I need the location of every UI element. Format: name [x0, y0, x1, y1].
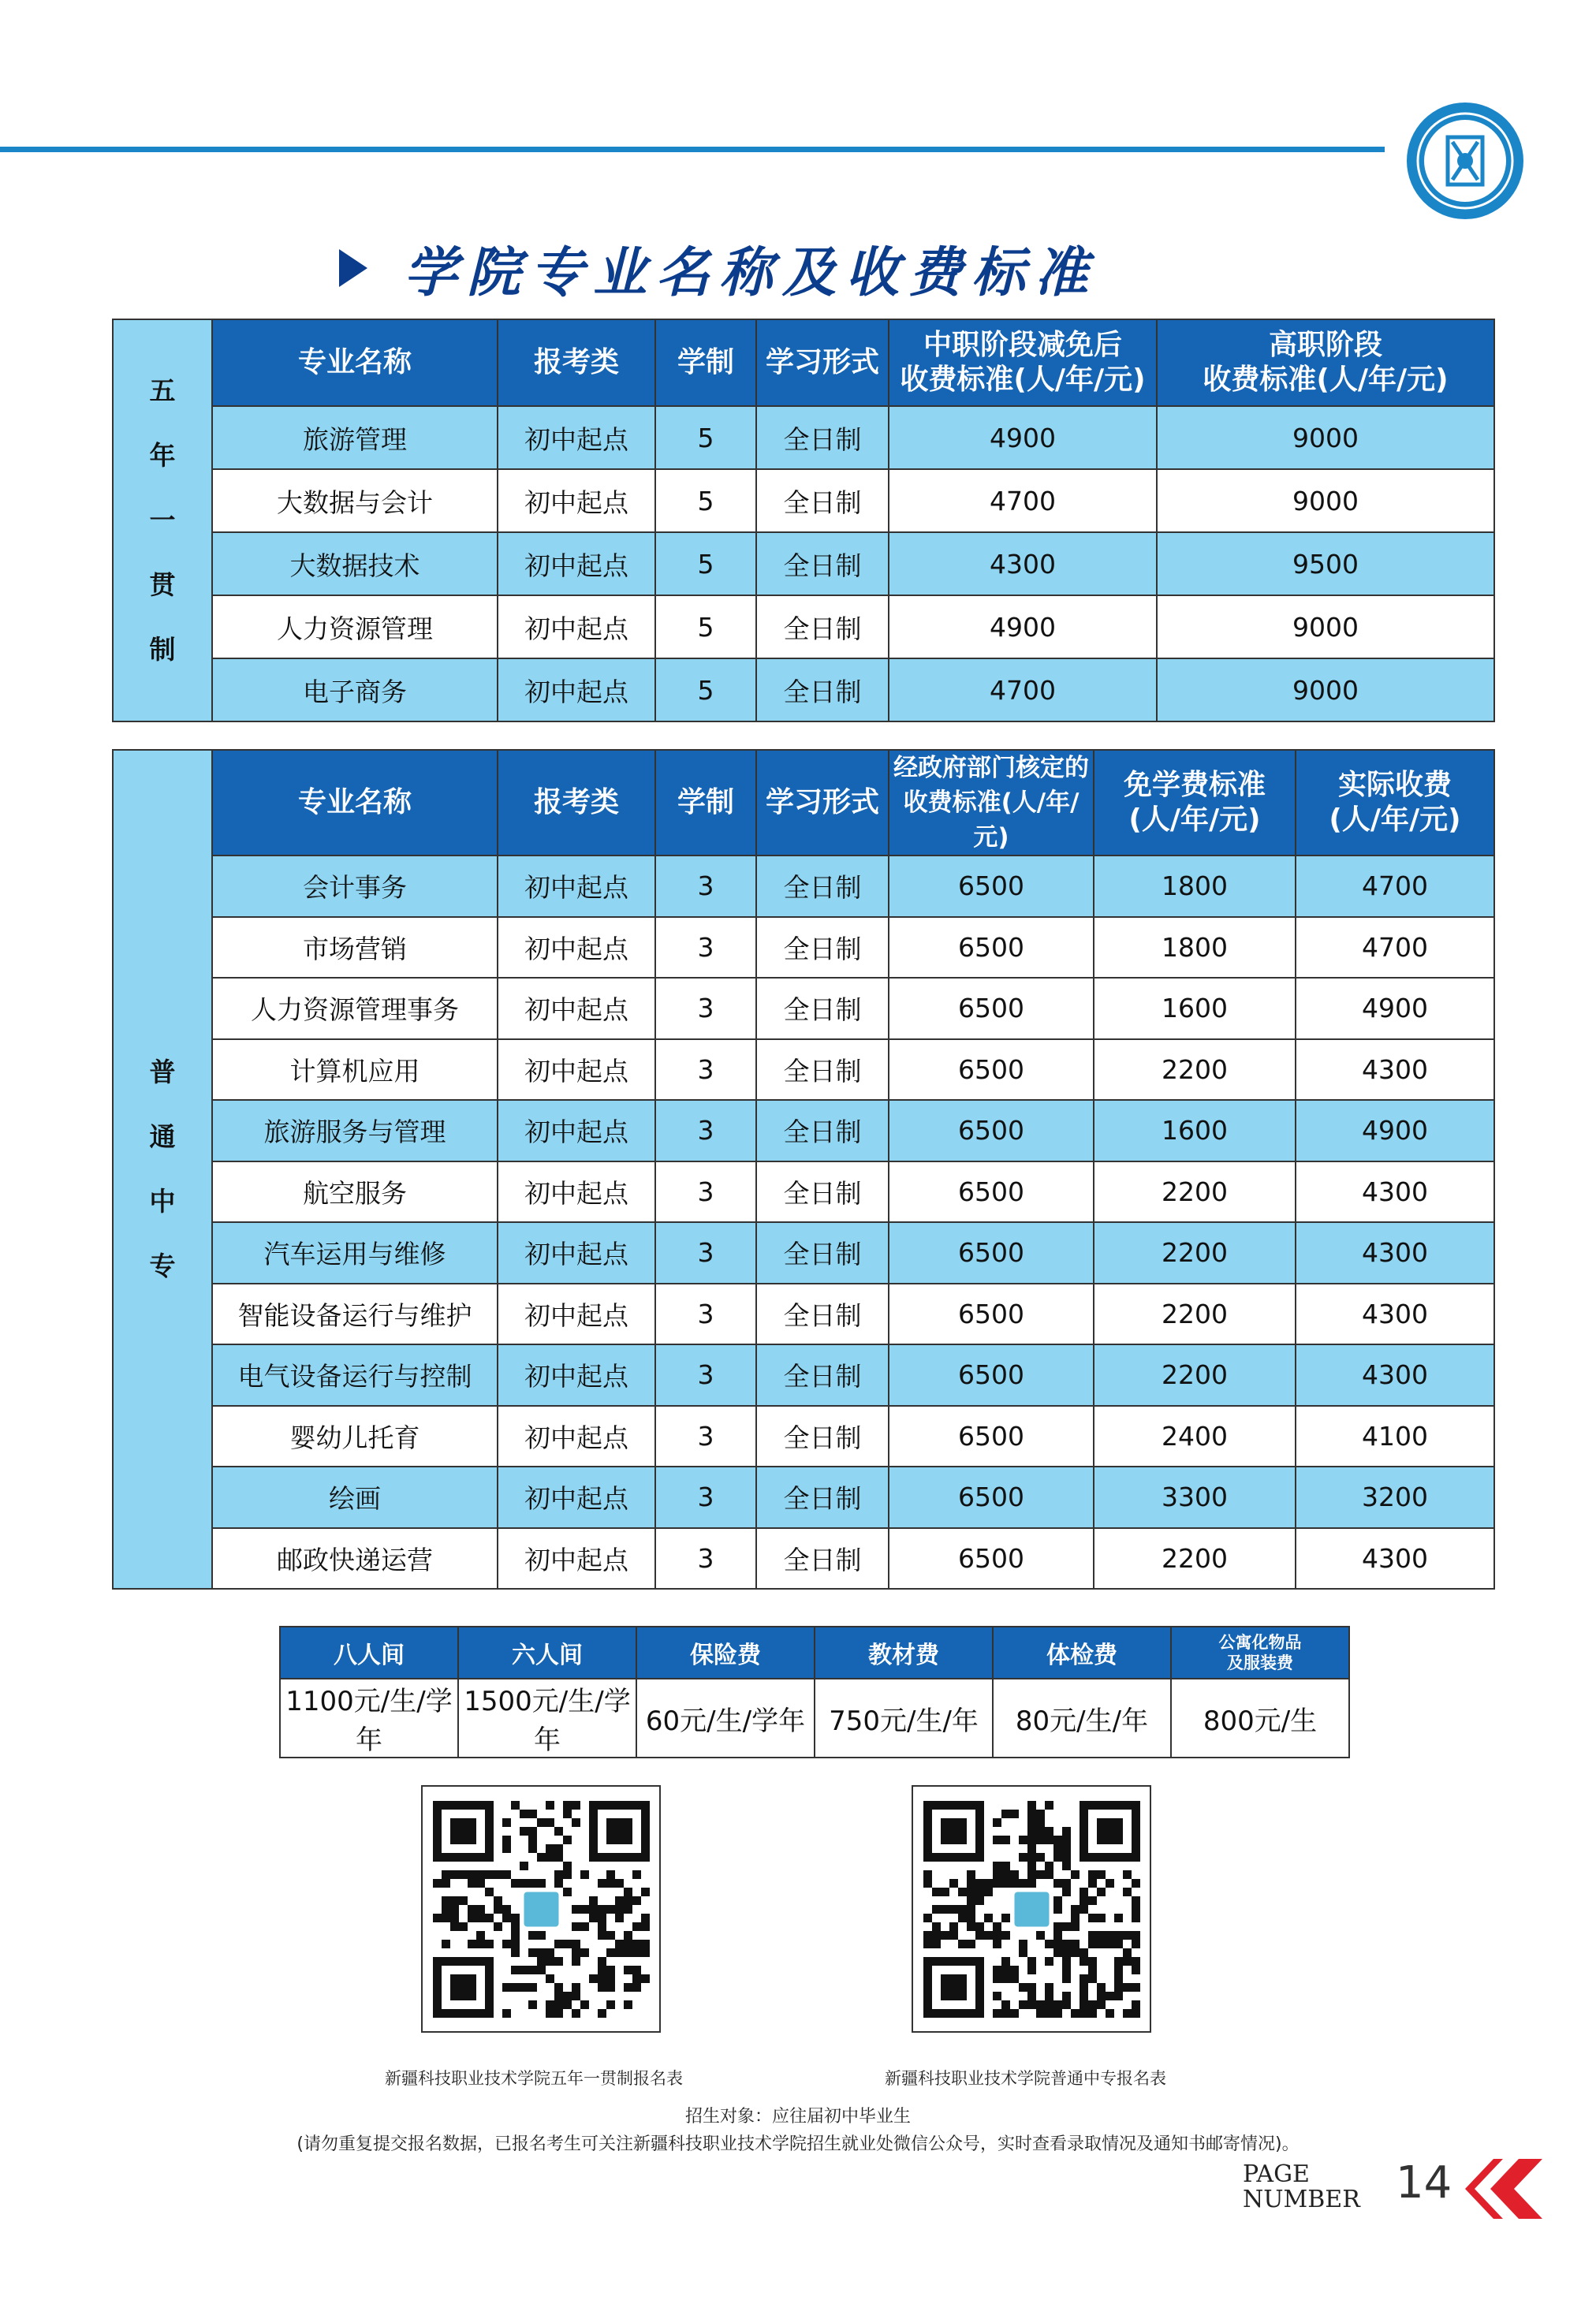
- vocational-side-label: 普 通 中 专: [113, 750, 212, 1589]
- cell-mode: 全日制: [756, 1406, 889, 1467]
- cell-major: 旅游服务与管理: [212, 1100, 498, 1161]
- five-year-fee-table: [112, 319, 1495, 722]
- table-row: [113, 1344, 1494, 1406]
- cell-fee: 4100: [1296, 1406, 1494, 1467]
- cell-fee: 9000: [1157, 406, 1494, 469]
- cell-mode: 全日制: [756, 1467, 889, 1528]
- cell-years: 3: [655, 917, 756, 979]
- cell-years: 3: [655, 978, 756, 1039]
- cell-years: 3: [655, 856, 756, 917]
- fee-header-eight-room: 八人间: [280, 1627, 458, 1679]
- col-header-years: 学制: [655, 319, 756, 406]
- col-header-major: 专业名称: [212, 750, 498, 856]
- cell-mode: 全日制: [756, 1222, 889, 1284]
- cell-type: 初中起点: [498, 1284, 655, 1345]
- triangle-bullet-icon: [339, 249, 367, 287]
- cell-fee: 4300: [1296, 1284, 1494, 1345]
- cell-mode: 全日制: [756, 917, 889, 979]
- cell-major: 大数据技术: [212, 532, 498, 595]
- cell-fee: 1600: [1094, 978, 1296, 1039]
- cell-fee: 2200: [1094, 1284, 1296, 1345]
- table-row: [113, 658, 1494, 721]
- cell-fee: 4300: [889, 532, 1157, 595]
- cell-fee: 6500: [889, 856, 1094, 917]
- cell-type: 初中起点: [498, 469, 655, 532]
- cell-fee: 4900: [1296, 1100, 1494, 1161]
- cell-type: 初中起点: [498, 1528, 655, 1590]
- cell-type: 初中起点: [498, 406, 655, 469]
- cell-fee: 6500: [889, 917, 1094, 979]
- qr-code-icon: [423, 1787, 659, 2031]
- cell-mode: 全日制: [756, 658, 889, 721]
- cell-fee: 4700: [1296, 856, 1494, 917]
- cell-fee: 4300: [1296, 1344, 1494, 1406]
- cell-fee: 6500: [889, 1467, 1094, 1528]
- cell-mode: 全日制: [756, 978, 889, 1039]
- cell-major: 邮政快递运营: [212, 1528, 498, 1590]
- cell-type: 初中起点: [498, 1406, 655, 1467]
- other-fees-table: [279, 1626, 1350, 1758]
- enrollment-target-note: 招生对象：应往届初中毕业生: [684, 2107, 911, 2127]
- table-row: [113, 1284, 1494, 1345]
- fee-header-six-room: 六人间: [458, 1627, 636, 1679]
- fee-header-dorm-goods: 公寓化物品 及服装费: [1171, 1627, 1349, 1679]
- cell-years: 3: [655, 1467, 756, 1528]
- cell-years: 5: [655, 595, 756, 658]
- cell-fee: 4700: [889, 469, 1157, 532]
- col-header-mode: 学习形式: [756, 319, 889, 406]
- cell-type: 初中起点: [498, 532, 655, 595]
- col-header-higher-fee: 高职阶段 收费标准(人/年/元): [1157, 319, 1494, 406]
- college-seal-icon: [1405, 101, 1525, 221]
- fee-header-insurance: 保险费: [636, 1627, 815, 1679]
- cell-years: 5: [655, 406, 756, 469]
- cell-fee: 4900: [889, 406, 1157, 469]
- cell-fee: 4300: [1296, 1528, 1494, 1590]
- col-header-years: 学制: [655, 750, 756, 856]
- cell-major: 市场营销: [212, 917, 498, 979]
- cell-mode: 全日制: [756, 1284, 889, 1345]
- col-header-approved-fee: 经政府部门核定的 收费标准(人/年/元): [889, 750, 1094, 856]
- cell-fee: 1800: [1094, 917, 1296, 979]
- cell-fee: 9000: [1157, 469, 1494, 532]
- cell-major: 智能设备运行与维护: [212, 1284, 498, 1345]
- header-rule: [0, 147, 1385, 152]
- cell-mode: 全日制: [756, 595, 889, 658]
- cell-years: 3: [655, 1161, 756, 1223]
- cell-fee: 6500: [889, 1161, 1094, 1223]
- cell-fee: 6500: [889, 1222, 1094, 1284]
- cell-type: 初中起点: [498, 917, 655, 979]
- qr-caption-vocational: 新疆科技职业技术学院普通中专报名表: [885, 2069, 1166, 2088]
- cell-fee: 2400: [1094, 1406, 1296, 1467]
- cell-years: 3: [655, 1100, 756, 1161]
- cell-major: 旅游管理: [212, 406, 498, 469]
- cell-years: 5: [655, 469, 756, 532]
- cell-years: 3: [655, 1406, 756, 1467]
- five-year-side-label: 五 年 一 贯 制: [113, 319, 212, 721]
- table-row: [113, 1039, 1494, 1101]
- cell-major: 会计事务: [212, 856, 498, 917]
- cell-major: 人力资源管理: [212, 595, 498, 658]
- cell-major: 电气设备运行与控制: [212, 1344, 498, 1406]
- page-title-text: 学院专业名称及收费标准: [404, 241, 1098, 304]
- cell-fee: 2200: [1094, 1528, 1296, 1590]
- cell-fee: 1600: [1094, 1100, 1296, 1161]
- cell-mode: 全日制: [756, 1528, 889, 1590]
- cell-major: 大数据与会计: [212, 469, 498, 532]
- cell-mode: 全日制: [756, 1039, 889, 1101]
- cell-fee: 9000: [1157, 595, 1494, 658]
- qr-code-five-year[interactable]: [421, 1785, 661, 2033]
- cell-type: 初中起点: [498, 1344, 655, 1406]
- page-label: PAGE NUMBER: [1243, 2160, 1360, 2213]
- qr-caption-five-year: 新疆科技职业技术学院五年一贯制报名表: [385, 2069, 683, 2088]
- double-chevron-left-icon: [1462, 2159, 1544, 2219]
- cell-years: 3: [655, 1344, 756, 1406]
- col-header-waiver: 免学费标准 (人/年/元): [1094, 750, 1296, 856]
- cell-fee: 6500: [889, 1344, 1094, 1406]
- cell-fee: 3200: [1296, 1467, 1494, 1528]
- cell-fee: 2200: [1094, 1222, 1296, 1284]
- cell-years: 3: [655, 1222, 756, 1284]
- col-header-mode: 学习形式: [756, 750, 889, 856]
- cell-type: 初中起点: [498, 1467, 655, 1528]
- fee-value: 1500元/生/学年: [458, 1679, 636, 1758]
- table-row: [113, 917, 1494, 979]
- cell-years: 3: [655, 1528, 756, 1590]
- page-title: [339, 233, 1098, 303]
- cell-fee: 3300: [1094, 1467, 1296, 1528]
- cell-type: 初中起点: [498, 595, 655, 658]
- cell-type: 初中起点: [498, 1161, 655, 1223]
- table-row: [113, 856, 1494, 917]
- fee-header-checkup: 体检费: [993, 1627, 1171, 1679]
- table-row: [113, 532, 1494, 595]
- table-row: [113, 1161, 1494, 1223]
- cell-type: 初中起点: [498, 1222, 655, 1284]
- cell-fee: 4300: [1296, 1222, 1494, 1284]
- table-row: [113, 595, 1494, 658]
- cell-mode: 全日制: [756, 1161, 889, 1223]
- cell-fee: 1800: [1094, 856, 1296, 917]
- cell-years: 3: [655, 1039, 756, 1101]
- table-row: [113, 1406, 1494, 1467]
- cell-major: 汽车运用与维修: [212, 1222, 498, 1284]
- cell-major: 航空服务: [212, 1161, 498, 1223]
- vocational-fee-table: [112, 749, 1495, 1590]
- cell-type: 初中起点: [498, 1100, 655, 1161]
- cell-years: 3: [655, 1284, 756, 1345]
- fee-value: 800元/生: [1171, 1679, 1349, 1758]
- cell-fee: 2200: [1094, 1344, 1296, 1406]
- table-row: [113, 1467, 1494, 1528]
- cell-fee: 4900: [1296, 978, 1494, 1039]
- qr-code-icon: [913, 1787, 1150, 2031]
- col-header-secondary-fee: 中职阶段减免后 收费标准(人/年/元): [889, 319, 1157, 406]
- cell-fee: 2200: [1094, 1039, 1296, 1101]
- cell-type: 初中起点: [498, 1039, 655, 1101]
- cell-fee: 6500: [889, 1100, 1094, 1161]
- cell-major: 电子商务: [212, 658, 498, 721]
- fee-header-textbook: 教材费: [815, 1627, 993, 1679]
- table-row: [113, 1222, 1494, 1284]
- cell-major: 绘画: [212, 1467, 498, 1528]
- cell-mode: 全日制: [756, 856, 889, 917]
- col-header-type: 报考类: [498, 750, 655, 856]
- submission-reminder-note: (请勿重复提交报名数据，已报名考生可关注新疆科技职业技术学院招生就业处微信公众号，实时查看录取情况及通知书邮寄情况)。: [296, 2134, 1300, 2154]
- cell-years: 5: [655, 532, 756, 595]
- table-row: [113, 406, 1494, 469]
- cell-fee: 4300: [1296, 1161, 1494, 1223]
- cell-type: 初中起点: [498, 978, 655, 1039]
- cell-fee: 6500: [889, 1284, 1094, 1345]
- col-header-actual-fee: 实际收费 (人/年/元): [1296, 750, 1494, 856]
- fee-value: 60元/生/学年: [636, 1679, 815, 1758]
- page-number: 14: [1396, 2157, 1452, 2209]
- table-row: [113, 469, 1494, 532]
- qr-code-vocational[interactable]: [912, 1785, 1151, 2033]
- fee-value: 1100元/生/学年: [280, 1679, 458, 1758]
- cell-type: 初中起点: [498, 658, 655, 721]
- cell-fee: 6500: [889, 1039, 1094, 1101]
- cell-major: 人力资源管理事务: [212, 978, 498, 1039]
- cell-fee: 9500: [1157, 532, 1494, 595]
- cell-fee: 4300: [1296, 1039, 1494, 1101]
- cell-mode: 全日制: [756, 1344, 889, 1406]
- cell-fee: 4700: [889, 658, 1157, 721]
- table-row: [113, 1528, 1494, 1590]
- cell-major: 婴幼儿托育: [212, 1406, 498, 1467]
- cell-fee: 6500: [889, 1406, 1094, 1467]
- cell-fee: 4900: [889, 595, 1157, 658]
- cell-mode: 全日制: [756, 406, 889, 469]
- cell-fee: 6500: [889, 978, 1094, 1039]
- cell-mode: 全日制: [756, 532, 889, 595]
- cell-fee: 9000: [1157, 658, 1494, 721]
- cell-years: 5: [655, 658, 756, 721]
- table-row: [113, 978, 1494, 1039]
- cell-major: 计算机应用: [212, 1039, 498, 1101]
- col-header-type: 报考类: [498, 319, 655, 406]
- table-row: [113, 1100, 1494, 1161]
- cell-fee: 4700: [1296, 917, 1494, 979]
- cell-fee: 6500: [889, 1528, 1094, 1590]
- fee-value: 750元/生/年: [815, 1679, 993, 1758]
- cell-fee: 2200: [1094, 1161, 1296, 1223]
- cell-mode: 全日制: [756, 1100, 889, 1161]
- cell-mode: 全日制: [756, 469, 889, 532]
- fee-value: 80元/生/年: [993, 1679, 1171, 1758]
- col-header-major: 专业名称: [212, 319, 498, 406]
- cell-type: 初中起点: [498, 856, 655, 917]
